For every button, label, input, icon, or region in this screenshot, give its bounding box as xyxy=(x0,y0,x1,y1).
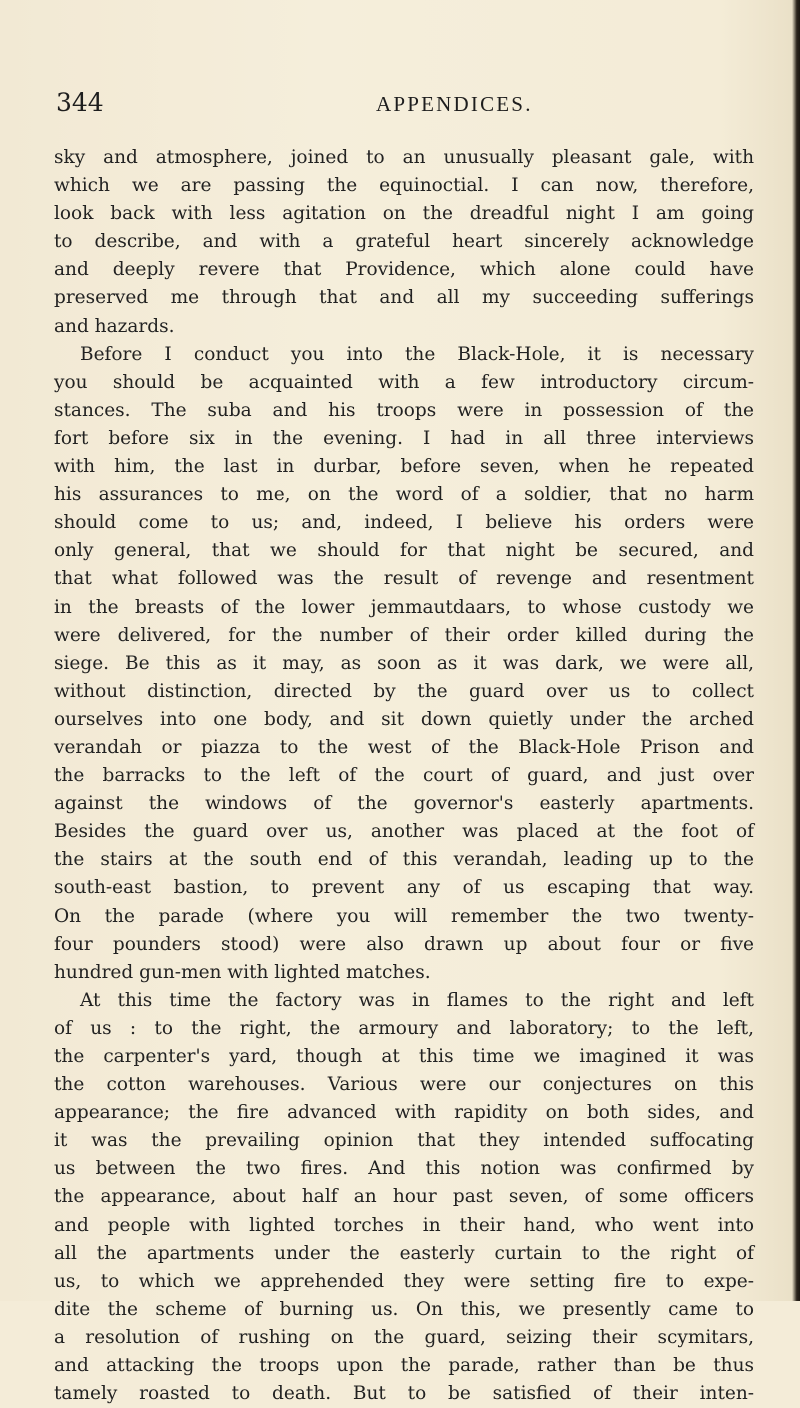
text-line: us between the two fires. And this notion was confirmed by xyxy=(54,1158,754,1180)
text-line: Before I conduct you into the Black-Hole, it is necessary xyxy=(80,343,754,365)
text-line: tamely roasted to death. But to be satisfied of their inten- xyxy=(54,1383,754,1405)
text-line: fort before six in the evening. I had in all three interviews xyxy=(54,427,754,449)
text-line: south-east bastion, to prevent any of us escaping that way. xyxy=(54,877,754,899)
text-line: dite the scheme of burning us. On this, we presently came to xyxy=(54,1298,754,1320)
text-line: which we are passing the equinoctial. I can now, therefore, xyxy=(54,175,754,197)
text-line: On the parade (where you will remember the two twenty- xyxy=(54,905,754,927)
text-line: you should be acquainted with a few introductory circum- xyxy=(54,371,754,393)
text-line: the appearance, about half an hour past seven, of some officers xyxy=(54,1186,754,1208)
text-line: all the apartments under the easterly curtain to the right of xyxy=(54,1242,754,1264)
page-header xyxy=(56,88,756,128)
text-line: appearance; the fire advanced with rapidity on both sides, and xyxy=(54,1102,754,1124)
text-line: stances. The suba and his troops were in possession of the xyxy=(54,399,754,421)
text-line: and people with lighted torches in their hand, who went into xyxy=(54,1214,754,1236)
text-line: the cotton warehouses. Various were our conjectures on this xyxy=(54,1074,754,1096)
text-line: it was the prevailing opinion that they intended suffocating xyxy=(54,1130,754,1152)
text-line: preserved me through that and all my succeeding sufferings xyxy=(54,287,754,309)
text-line: ourselves into one body, and sit down quietly under the arched xyxy=(54,708,754,730)
text-line: us, to which we apprehended they were setting fire to expe- xyxy=(54,1270,754,1292)
text-line: that what followed was the result of revenge and resentment xyxy=(54,568,754,590)
text-line: hundred gun-men with lighted matches. xyxy=(54,961,431,983)
text-line: were delivered, for the number of their order killed during the xyxy=(54,624,754,646)
running-head: APPENDICES. xyxy=(376,92,533,116)
text-line: his assurances to me, on the word of a soldier, that no harm xyxy=(54,484,754,506)
page-number: 344 xyxy=(56,88,104,117)
text-line: and hazards. xyxy=(54,315,175,337)
text-line: should come to us; and, indeed, I believe his orders were xyxy=(54,512,754,534)
text-line: look back with less agitation on the dreadful night I am going xyxy=(54,203,754,225)
text-line: a resolution of rushing on the guard, seizing their scymitars, xyxy=(54,1326,754,1348)
text-line: verandah or piazza to the west of the Black-Hole Prison and xyxy=(54,736,754,758)
text-line: to describe, and with a grateful heart sincerely acknowledge xyxy=(54,231,754,253)
text-line: of us : to the right, the armoury and laboratory; to the left, xyxy=(54,1017,754,1039)
text-line: the barracks to the left of the court of guard, and just over xyxy=(54,765,754,787)
text-line: four pounders stood) were also drawn up about four or five xyxy=(54,933,754,955)
text-line: the carpenter's yard, though at this time we imagined it was xyxy=(54,1046,754,1067)
page-edge-shadow xyxy=(792,0,800,1301)
text-line: and deeply revere that Providence, which alone could have xyxy=(54,259,754,281)
text-line: and attacking the troops upon the parade, rather than be thus xyxy=(54,1355,754,1377)
text-line: sky and atmosphere, joined to an unusually pleasant gale, with xyxy=(54,147,754,168)
text-line: siege. Be this as it may, as soon as it was dark, we were all, xyxy=(54,652,754,674)
text-line: with him, the last in durbar, before seven, when he repeated xyxy=(54,456,754,478)
text-line: without distinction, directed by the guard over us to collect xyxy=(54,680,754,702)
text-line: At this time the factory was in flames to the right and left xyxy=(80,989,754,1011)
text-line: the stairs at the south end of this verandah, leading up to the xyxy=(54,849,754,871)
text-line: only general, that we should for that night be secured, and xyxy=(54,540,754,562)
body-text xyxy=(54,144,754,1408)
text-line: in the breasts of the lower jemmautdaars, to whose custody we xyxy=(54,596,754,618)
text-line: against the windows of the governor's easterly apartments. xyxy=(54,793,754,815)
text-line: Besides the guard over us, another was placed at the foot of xyxy=(54,821,754,843)
